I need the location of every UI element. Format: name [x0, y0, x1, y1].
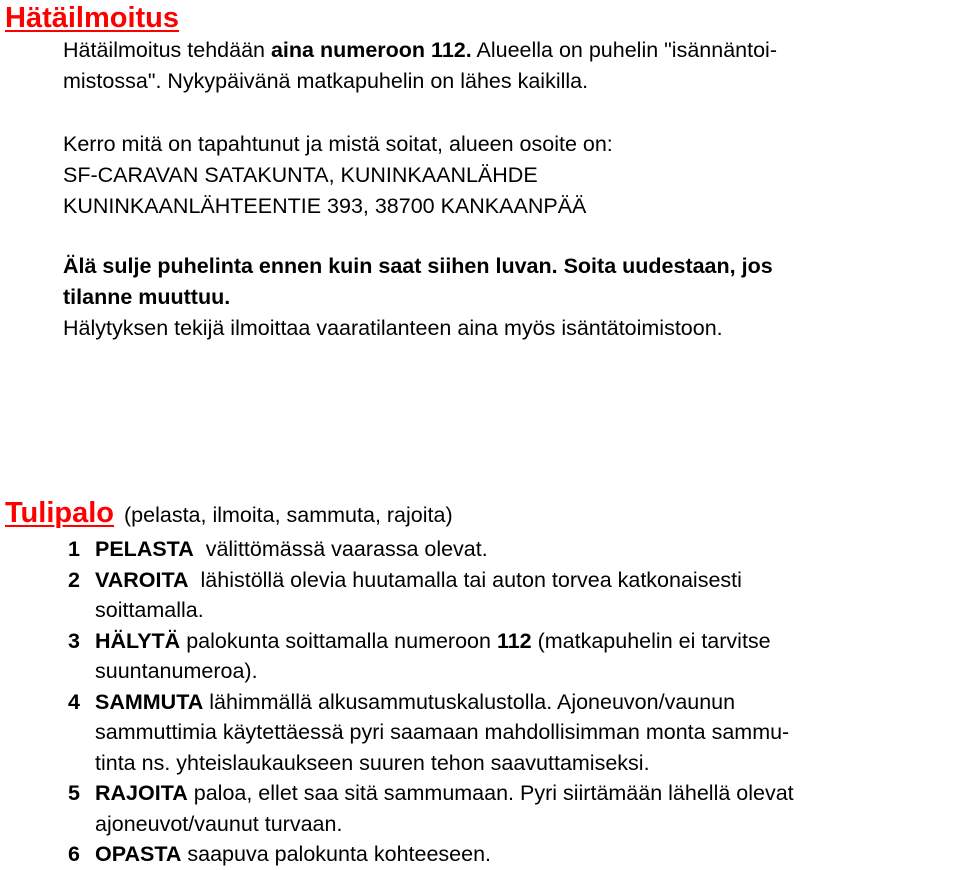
emergency-number-emphasis: 112 — [496, 628, 532, 653]
step-text: saapuva palokunta kohteeseen. — [181, 842, 492, 866]
list-item — [68, 839, 958, 870]
list-item — [68, 687, 958, 779]
address-line: SF-CARAVAN SATAKUNTA, KUNINKAANLÄHDE — [63, 163, 538, 187]
paragraph-line: mistossa". Nykypäivänä matkapuhelin on lähes kaikilla. — [63, 69, 589, 93]
step-text: sammuttimia käytettäessä pyri saamaan mahdollisimman monta sammu- — [95, 720, 790, 744]
step-keyword: PELASTA — [95, 537, 194, 561]
step-keyword: SAMMUTA — [95, 689, 204, 714]
step-keyword: HÄLYTÄ — [95, 628, 181, 653]
emergency-number-emphasis: aina numeroon 112. — [270, 38, 472, 62]
paragraph-line: Kerro mitä on tapahtunut ja mistä soitat, alueen osoite on: — [63, 132, 613, 156]
step-number: 2 — [68, 567, 80, 592]
text: Hätäilmoitus tehdään — [63, 38, 271, 62]
list-item — [68, 534, 958, 565]
instruction-emphasis: Älä sulje puhelinta ennen kuin saat siihen luvan. Soita uudestaan, jos — [63, 254, 773, 278]
address-line: KUNINKAANLÄHTEENTIE 393, 38700 KANKAANPÄÄ — [63, 194, 587, 218]
step-text: ajoneuvot/vaunut turvaan. — [95, 811, 343, 836]
list-item — [68, 565, 958, 626]
step-text: (matkapuhelin ei tarvitse — [531, 628, 771, 653]
step-text: lähimmällä alkusammutuskalustolla. Ajoneuvon/vaunun — [203, 689, 736, 714]
instructions-paragraph — [63, 251, 953, 344]
list-item — [68, 778, 958, 839]
instruction-emphasis: tilanne muuttuu. — [63, 285, 231, 309]
step-number: 1 — [68, 537, 80, 561]
text: Alueella on puhelin "isännäntoi- — [471, 38, 777, 62]
emergency-number-paragraph — [63, 35, 953, 97]
step-number: 5 — [68, 781, 80, 805]
emergency-call-heading: Hätäilmoitus — [5, 2, 180, 34]
step-number: 4 — [68, 689, 80, 714]
step-keyword: VAROITA — [95, 567, 189, 592]
fire-heading-line — [5, 495, 453, 533]
fire-heading: Tulipalo — [5, 497, 115, 529]
step-text: soittamalla. — [95, 598, 204, 622]
step-keyword: RAJOITA — [95, 781, 188, 805]
paragraph-line: Hälytyksen tekijä ilmoittaa vaaratilanteen aina myös isäntätoimistoon. — [63, 316, 723, 340]
fire-steps-list — [68, 534, 958, 870]
step-text: paloa, ellet saa sitä sammumaan. Pyri siirtämään lähellä olevat — [187, 781, 794, 805]
step-text: välittömässä vaarassa olevat. — [193, 537, 488, 561]
step-text: lähistöllä olevia huutamalla tai auton torvea katkonaisesti — [188, 567, 742, 592]
paragraph-line — [63, 35, 953, 66]
step-keyword: OPASTA — [95, 842, 182, 866]
list-item — [68, 626, 958, 687]
step-number: 3 — [68, 628, 80, 653]
step-text: suuntanumeroa). — [95, 659, 258, 683]
step-number: 6 — [68, 842, 80, 866]
address-paragraph — [63, 129, 953, 222]
step-text: tinta ns. yhteislaukaukseen suuren tehon saavuttamiseksi. — [95, 750, 650, 775]
fire-heading-subtitle: (pelasta, ilmoita, sammuta, rajoita) — [124, 503, 453, 527]
step-text: palokunta soittamalla numeroon — [180, 628, 497, 653]
